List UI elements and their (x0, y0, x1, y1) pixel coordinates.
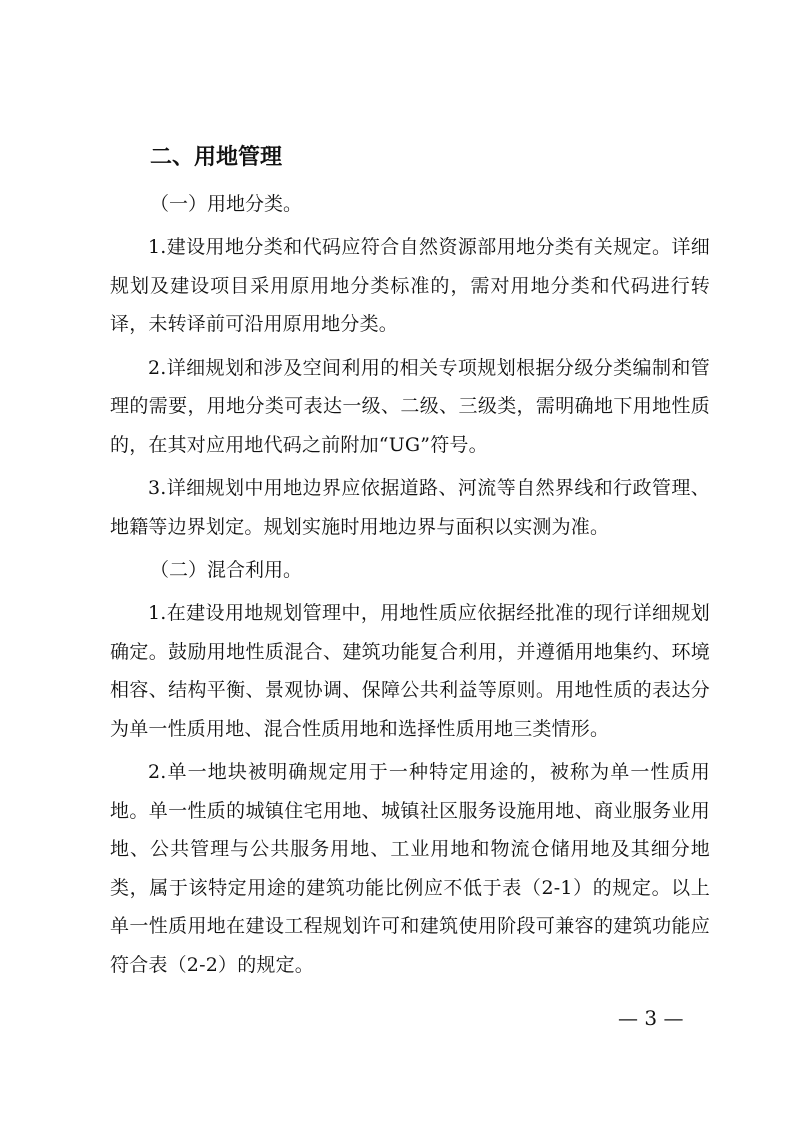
section-title: 二、用地管理 (150, 145, 283, 170)
paragraph: 3.详细规划中用地边界应依据道路、河流等自然界线和行政管理、地籍等边界划定。规划实施时用地边界与面积以实测为准。 (110, 477, 710, 538)
document-body (110, 141, 710, 989)
subsection-title-mixed-use: （二）混合利用。 (150, 559, 303, 581)
subsection-title-land-classification: （一）用地分类。 (150, 193, 303, 215)
page-number: — 3 — (618, 1006, 684, 1030)
paragraph: 2.详细规划和涉及空间利用的相关专项规划根据分级分类编制和管理的需要，用地分类可表达一级、二级、三级类，需明确地下用地性质的，在其对应用地代码之前附加“UG”符号。 (110, 356, 710, 456)
paragraph: 2.单一地块被明确规定用于一种特定用途的，被称为单一性质用地。单一性质的城镇住宅用地、城镇社区服务设施用地、商业服务业用地、公共管理与公共服务用地、工业用地和物流仓储用地及其细分地类，属于该特定用途的建筑功能比例应不低于表（2-1）的规定。以上单一性质用地在建设工程规划许可和建筑使用阶段可兼容的建筑功能应符合表（2-2）的规定。 (110, 761, 710, 976)
paragraph: 1.在建设用地规划管理中，用地性质应依据经批准的现行详细规划确定。鼓励用地性质混合、建筑功能复合利用，并遵循用地集约、环境相容、结构平衡、景观协调、保障公共利益等原则。用地性质的表达分为单一性质用地、混合性质用地和选择性质用地三类情形。 (110, 602, 710, 740)
paragraph: 1.建设用地分类和代码应符合自然资源部用地分类有关规定。详细规划及建设项目采用原用地分类标准的，需对用地分类和代码进行转译，未转译前可沿用原用地分类。 (110, 236, 710, 335)
